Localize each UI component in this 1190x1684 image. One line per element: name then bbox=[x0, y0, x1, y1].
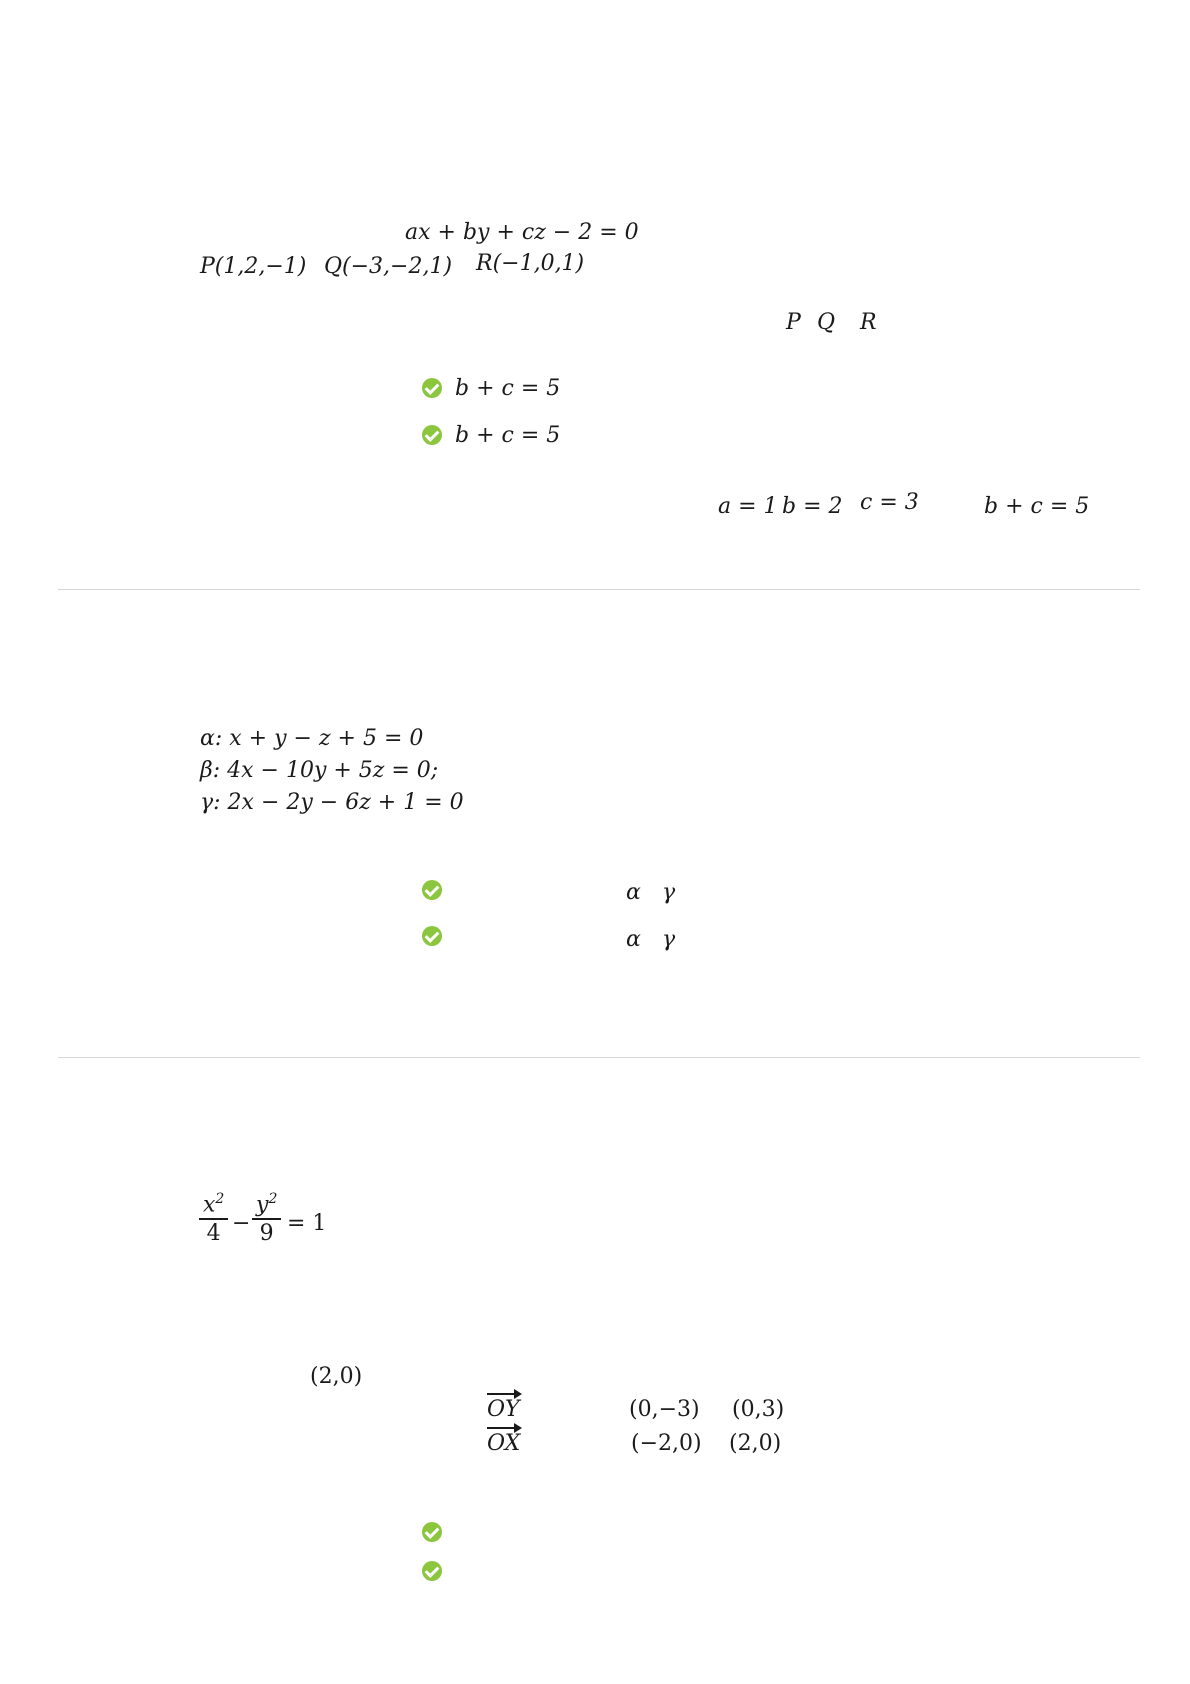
answer-gamma: γ bbox=[662, 880, 676, 905]
vector-ox: OX bbox=[487, 1433, 520, 1455]
fraction-y-squared bbox=[252, 1192, 281, 1245]
ox-point-1: (−2,0) bbox=[631, 1431, 702, 1456]
minus-sign: − bbox=[232, 1211, 251, 1236]
vertex-point: (2,0) bbox=[310, 1364, 363, 1389]
solution-c: c = 3 bbox=[860, 490, 919, 515]
check-circle-icon bbox=[422, 425, 442, 445]
point-r: R(−1,0,1) bbox=[476, 251, 585, 276]
plane-gamma: γ: 2x − 2y − 6z + 1 = 0 bbox=[200, 790, 464, 815]
answer-gamma: γ bbox=[662, 927, 676, 952]
point-p: P(1,2,−1) bbox=[200, 254, 307, 279]
label-r: R bbox=[860, 310, 877, 335]
section-divider bbox=[58, 589, 1140, 590]
equals-one: = 1 bbox=[287, 1211, 327, 1236]
answer-text: b + c = 5 bbox=[455, 376, 561, 401]
oy-point-1: (0,−3) bbox=[629, 1397, 700, 1422]
label-p: P bbox=[786, 310, 801, 335]
exponent: 2 bbox=[215, 1191, 225, 1207]
solution-a: a = 1 bbox=[718, 494, 778, 519]
numerator: y bbox=[256, 1192, 269, 1218]
numerator: x bbox=[203, 1192, 216, 1218]
solution-result: b + c = 5 bbox=[984, 494, 1090, 519]
denominator: 9 bbox=[259, 1220, 274, 1246]
vector-oy: OY bbox=[487, 1399, 520, 1421]
check-circle-icon bbox=[422, 378, 442, 398]
check-circle-icon bbox=[422, 880, 442, 900]
plane-equation: ax + by + cz − 2 = 0 bbox=[405, 220, 639, 245]
point-q: Q(−3,−2,1) bbox=[324, 254, 453, 279]
check-circle-icon bbox=[422, 1522, 442, 1542]
plane-beta: β: 4x − 10y + 5z = 0; bbox=[200, 758, 439, 783]
oy-point-2: (0,3) bbox=[732, 1397, 785, 1422]
section-divider bbox=[58, 1057, 1140, 1058]
solution-b: b = 2 bbox=[782, 494, 843, 519]
exponent: 2 bbox=[268, 1191, 278, 1207]
answer-alpha: α bbox=[626, 880, 641, 905]
plane-alpha: α: x + y − z + 5 = 0 bbox=[200, 726, 424, 751]
fraction-x-squared bbox=[199, 1192, 228, 1245]
check-circle-icon bbox=[422, 926, 442, 946]
check-circle-icon bbox=[422, 1561, 442, 1581]
label-q: Q bbox=[817, 310, 836, 335]
answer-text: b + c = 5 bbox=[455, 423, 561, 448]
ox-point-2: (2,0) bbox=[729, 1431, 782, 1456]
answer-alpha: α bbox=[626, 927, 641, 952]
denominator: 4 bbox=[206, 1220, 221, 1246]
